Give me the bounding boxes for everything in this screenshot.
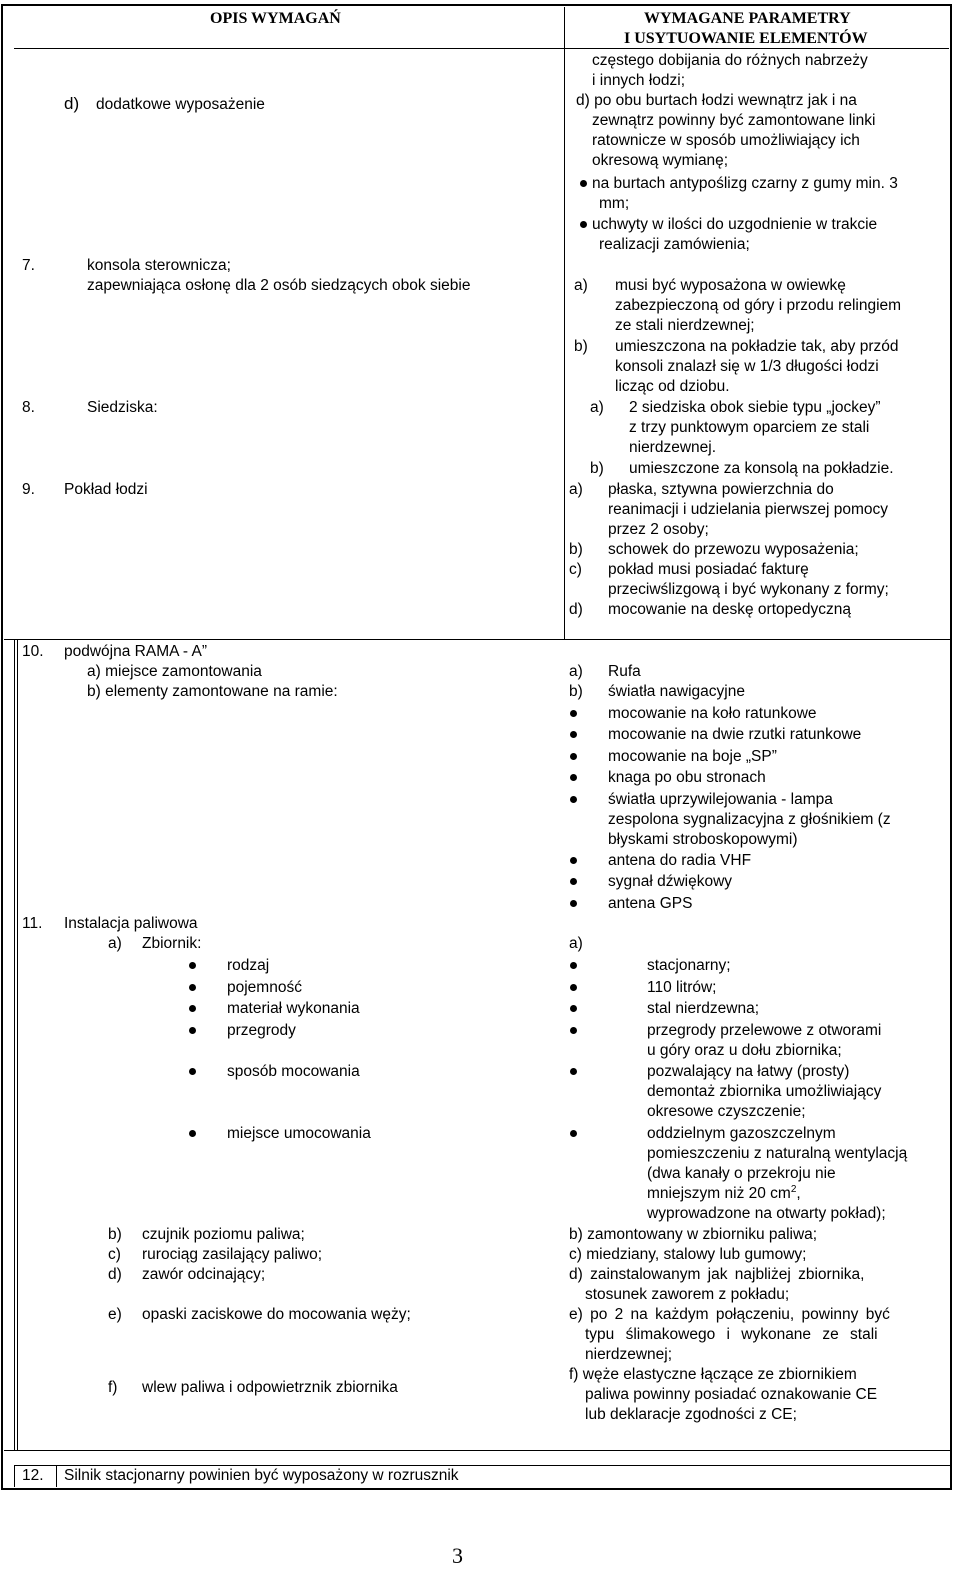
row-d-line: ratownicze w sposób umożliwiający ich [592,132,860,149]
bullet-icon [570,878,577,885]
bullet-icon [580,180,587,187]
cm-text: mniejszym niż 20 cm [647,1185,791,1202]
bullet-icon [570,1027,577,1034]
row-7-item-line: ze stali nierdzewnej; [615,317,755,334]
frame-left [1,4,3,1490]
bullet-icon [189,1068,196,1075]
row-10-left-2: a) miejsce zamontowania [87,663,262,680]
row-8-item-label: a) [590,399,604,416]
row-8-item-line: z trzy punktowym oparciem ze stali [629,419,870,436]
bullet-icon [570,710,577,717]
bullet-icon [570,1005,577,1012]
header-left-title: OPIS WYMAGAŃ [210,10,341,27]
row-8-item-line: 2 siedziska obok siebie typu „jockey” [629,399,881,416]
bullet-icon [570,1068,577,1075]
bullet-icon [570,796,577,803]
row-9-item-label: a) [569,481,583,498]
row-9-left: Pokład łodzi [64,481,148,498]
row-11-right-item-cont: typu ślimakowego i wykonane ze stali [585,1326,878,1343]
row-10-bullet: antena GPS [608,895,693,912]
inner-left [14,640,15,1450]
row-9-item-line: mocowanie na deskę ortopedyczną [608,601,851,618]
bullet-icon [570,774,577,781]
row-10-b-text: światła nawigacyjne [608,683,745,700]
row-11-left-item-label: e) [108,1306,122,1323]
row-11-left-item: opaski zaciskowe do mocowania węży; [142,1306,411,1323]
row-8-item-line: nierdzewnej. [629,439,717,456]
row-10-left-3: b) elementy zamontowane na ramie: [87,683,338,700]
row-10-bullet: mocowanie na boje „SP” [608,748,777,765]
row-7-item-label: a) [574,277,588,294]
row-d-line: częstego dobijania do różnych nabrzeży [592,52,868,69]
row-9-item-label: c) [569,561,582,578]
row-d-label: d) [64,94,80,113]
row-11-right-bullet-cont: pomieszczeniu z naturalną wentylacją [647,1145,908,1162]
row-11-left-item-label: d) [108,1266,122,1283]
bullet-icon [570,731,577,738]
row-11-left-item-label: b) [108,1226,122,1243]
row-11-right-item: d) zainstalowanym jak najbliżej zbiornika, [569,1266,865,1283]
header-divider [14,48,949,49]
row-7-item-line: zabezpieczoną od góry i przodu relingiem [615,297,902,314]
row-d-line: zewnątrz powinny być zamontowane linki [592,112,876,129]
row-7-item-line: musi być wyposażona w owiewkę [615,277,846,294]
row-11-right-item-cont: lub deklaracje zgodności z CE; [585,1406,797,1423]
row-9-item-line: przez 2 osoby; [608,521,709,538]
bullet-icon [580,221,587,228]
bullet-icon [189,1005,196,1012]
row-11-right-item: c) miedziany, stalowy lub gumowy; [569,1246,807,1263]
row-11-left-item: rurociąg zasilający paliwo; [142,1246,323,1263]
row-7-item-line: konsoli znalazł się w 1/3 długości łodzi [615,358,879,375]
row-11-right-item-cont: nierdzewnej; [585,1346,673,1363]
row-7-item-line: licząc od dziobu. [615,378,730,395]
row-11-right-bullet-cont: demontaż zbiornika umożliwiający [647,1083,882,1100]
row-11-left-bullet: sposób mocowania [227,1063,360,1080]
row-d-line: uchwyty w ilości do uzgodnienie w trakcie [592,216,878,233]
row-9-item-line: pokład musi posiadać fakturę [608,561,809,578]
row-11-title: Instalacja paliwowa [64,915,198,932]
column-divider [564,7,565,639]
row-divider-11-12 [4,1450,950,1451]
row-divider-9-10 [4,639,950,640]
row-11-number: 11. [22,915,43,932]
row-11-left-bullet: rodzaj [227,957,270,974]
row-7-item-line: umieszczona na pokładzie tak, aby przód [615,338,899,355]
row-10-bullet: mocowanie na dwie rzutki ratunkowe [608,726,862,743]
row-9-item-line: przeciwślizgową i być wykonany z formy; [608,581,889,598]
row-11-right-item: f) węże elastyczne łączące ze zbiornikiem [569,1366,857,1383]
row-7-left-2: zapewniająca osłonę dla 2 osób siedzących obok siebie [87,277,471,294]
frame-right [950,4,952,1490]
row-12-number: 12. [22,1467,44,1484]
row-11-left-bullet: przegrody [227,1022,296,1039]
row-8-left: Siedziska: [87,399,158,416]
header-right-title-1: WYMAGANE PARAMETRY [644,10,851,27]
row-9-number: 9. [22,481,35,498]
row-11-left-item-label: c) [108,1246,121,1263]
row-11-cm-line [647,1184,801,1204]
frame-top [1,4,952,6]
row-11-right-bullet-cont: okresowe czyszczenie; [647,1103,806,1120]
bullet-icon [570,900,577,907]
row-9-item-label: b) [569,541,583,558]
row-11-right-bullet: pozwalający na łatwy (prosty) [647,1063,850,1080]
row-11-left-bullet: miejsce umocowania [227,1125,371,1142]
bullet-icon [570,857,577,864]
row-d-line: realizacji zamówienia; [599,236,750,253]
bullet-icon [570,1130,577,1137]
bullet-icon [189,1027,196,1034]
row-10-b-label: b) [569,683,583,700]
bullet-icon [189,1130,196,1137]
row-7-number: 7. [22,257,35,274]
row-7-item-label: b) [574,338,588,355]
bullet-icon [189,962,196,969]
row-d-line: i innych łodzi; [592,72,686,89]
row-d-line: na burtach antypoślizg czarny z gumy min. 3 [592,175,898,192]
row-d-text: dodatkowe wyposażenie [96,96,265,113]
row-9-item-line: reanimacji i udzielania pierwszej pomocy [608,501,888,518]
row-11-right-bullet-cont: u góry oraz u dołu zbiornika; [647,1042,842,1059]
row-9-item-label: d) [569,601,583,618]
row-10-bullet: knaga po obu stronach [608,769,766,786]
row-10-bullet-cont: zespolona sygnalizacyjna z głośnikiem (z [608,811,891,828]
row-11-a-title: Zbiornik: [142,935,202,952]
row-10-bullet: sygnał dźwiękowy [608,873,733,890]
row-11-right-item: b) zamontowany w zbiorniku paliwa; [569,1226,818,1243]
row-11-left-item: zawór odcinający; [142,1266,266,1283]
row-9-item-line: płaska, sztywna powierzchnia do [608,481,834,498]
row-11-left-item-label: f) [108,1379,118,1396]
row-11-right-bullet: oddzielnym gazoszczelnym [647,1125,836,1142]
row-11-right-item: e) po 2 na każdym połączeniu, powinny być [569,1306,890,1323]
row-10-number: 10. [22,643,44,660]
row-11-right-bullet: stal nierdzewna; [647,1000,760,1017]
row-d-line: mm; [599,195,630,212]
page-number: 3 [452,1543,463,1568]
row-10-bullet: mocowanie na koło ratunkowe [608,705,817,722]
inner-left2 [17,640,18,1450]
row-10-a-label: a) [569,663,583,680]
row-10-a-text: Rufa [608,663,641,680]
row-11-right-item-cont: paliwa powinny posiadać oznakowanie CE [585,1386,878,1403]
row-10-left-1: podwójna RAMA - A” [64,643,208,660]
row-d-line: okresową wymianę; [592,152,729,169]
row-11-left-bullet: materiał wykonania [227,1000,360,1017]
row-11-right-bullet: 110 litrów; [647,979,717,996]
row-8-number: 8. [22,399,35,416]
row-8-item-line: umieszczone za konsolą na pokładzie. [629,460,894,477]
row-8-item-label: b) [590,460,604,477]
bullet-icon [570,753,577,760]
row-11-left-bullet: pojemność [227,979,302,996]
row-7-left-1: konsola sterownicza; [87,257,231,274]
bullet-icon [570,962,577,969]
cm-after: , [796,1185,801,1202]
bullet-icon [570,984,577,991]
cm-superscript: 2 [790,1184,797,1195]
row-11-a-label: a) [108,935,122,952]
frame-bottom [1,1488,952,1490]
row-11-right-a: a) [569,935,583,952]
row-11-right-item-cont: stosunek zaworem z pokładu; [585,1286,790,1303]
row-11-right-bullet: przegrody przelewowe z otworami [647,1022,882,1039]
row-11-right-bullet: stacjonarny; [647,957,731,974]
row-11-left-item: czujnik poziomu paliwa; [142,1226,305,1243]
bullet-icon [189,984,196,991]
row-11-left-item: wlew paliwa i odpowietrznik zbiornika [142,1379,398,1396]
row-10-bullet: antena do radia VHF [608,852,752,869]
row-11-right-bullet-cont: (dwa kanały o przekroju nie [647,1165,836,1182]
row-10-bullet: światła uprzywilejowania - lampa [608,791,833,808]
row-d-line: d) po obu burtach łodzi wewnątrz jak i na [576,92,857,109]
row-12-text: Silnik stacjonarny powinien być wyposażony w rozrusznik [64,1467,459,1484]
row12-num-divider [56,1465,57,1487]
row-9-item-line: schowek do przewozu wyposażenia; [608,541,859,558]
row-11-after-cm: wyprowadzone na otwarty pokład); [647,1205,886,1222]
header-right-title-2: I USYTUOWANIE ELEMENTÓW [624,30,868,47]
row12-left [14,1465,15,1487]
row-10-bullet-cont: błyskami stroboskopowymi) [608,831,798,848]
